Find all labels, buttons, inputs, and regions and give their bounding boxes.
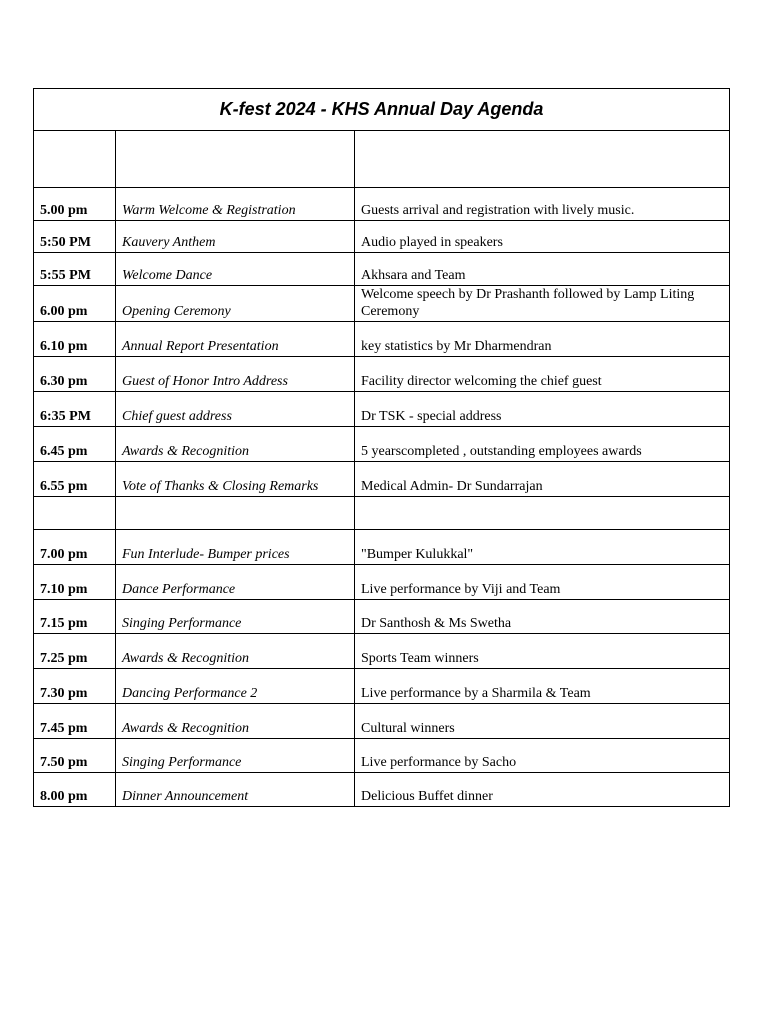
activity-cell: Dance Performance	[116, 565, 355, 600]
agenda-row	[34, 600, 730, 634]
details-cell: Facility director welcoming the chief guest	[355, 357, 730, 392]
time-cell: 6.45 pm	[34, 427, 116, 462]
time-cell: 7.00 pm	[34, 530, 116, 565]
agenda-row	[34, 322, 730, 357]
agenda-table	[33, 88, 730, 807]
agenda-row	[34, 462, 730, 497]
time-cell: 6.00 pm	[34, 286, 116, 322]
time-cell: 7.45 pm	[34, 704, 116, 739]
details-cell: Welcome speech by Dr Prashanth followed by Lamp Liting Ceremony	[355, 286, 730, 322]
details-cell: Dr TSK - special address	[355, 392, 730, 427]
details-cell: "Bumper Kulukkal"	[355, 530, 730, 565]
time-cell: 7.30 pm	[34, 669, 116, 704]
details-cell: Guests arrival and registration with lively music.	[355, 188, 730, 221]
agenda-row	[34, 392, 730, 427]
activity-cell: Warm Welcome & Registration	[116, 188, 355, 221]
details-cell	[355, 497, 730, 530]
agenda-row	[34, 427, 730, 462]
agenda-row	[34, 131, 730, 188]
activity-cell: Annual Report Presentation	[116, 322, 355, 357]
details-cell: Cultural winners	[355, 704, 730, 739]
activity-cell: Singing Performance	[116, 600, 355, 634]
title-row	[34, 89, 730, 131]
activity-cell: Guest of Honor Intro Address	[116, 357, 355, 392]
agenda-row	[34, 497, 730, 530]
time-cell: 8.00 pm	[34, 773, 116, 807]
agenda-row	[34, 669, 730, 704]
time-cell: 5:55 PM	[34, 253, 116, 286]
time-cell: 6:35 PM	[34, 392, 116, 427]
details-cell: key statistics by Mr Dharmendran	[355, 322, 730, 357]
time-cell: 5:50 PM	[34, 221, 116, 253]
agenda-row	[34, 773, 730, 807]
time-cell: 7.15 pm	[34, 600, 116, 634]
details-cell: Dr Santhosh & Ms Swetha	[355, 600, 730, 634]
activity-cell: Opening Ceremony	[116, 286, 355, 322]
agenda-row	[34, 704, 730, 739]
agenda-row	[34, 221, 730, 253]
activity-cell: Awards & Recognition	[116, 427, 355, 462]
time-cell: 7.25 pm	[34, 634, 116, 669]
activity-cell: Vote of Thanks & Closing Remarks	[116, 462, 355, 497]
time-cell: 7.50 pm	[34, 739, 116, 773]
document-title: K-fest 2024 - KHS Annual Day Agenda	[34, 89, 730, 131]
details-cell: Delicious Buffet dinner	[355, 773, 730, 807]
activity-cell: Singing Performance	[116, 739, 355, 773]
time-cell: 6.55 pm	[34, 462, 116, 497]
details-cell: Live performance by Viji and Team	[355, 565, 730, 600]
details-cell: Audio played in speakers	[355, 221, 730, 253]
agenda-row	[34, 188, 730, 221]
activity-cell: Chief guest address	[116, 392, 355, 427]
activity-cell: Welcome Dance	[116, 253, 355, 286]
activity-cell: Kauvery Anthem	[116, 221, 355, 253]
agenda-row	[34, 530, 730, 565]
activity-cell	[116, 497, 355, 530]
details-cell: Live performance by Sacho	[355, 739, 730, 773]
time-cell	[34, 497, 116, 530]
activity-cell	[116, 131, 355, 188]
details-cell: Live performance by a Sharmila & Team	[355, 669, 730, 704]
time-cell	[34, 131, 116, 188]
time-cell: 6.30 pm	[34, 357, 116, 392]
time-cell: 6.10 pm	[34, 322, 116, 357]
time-cell: 5.00 pm	[34, 188, 116, 221]
activity-cell: Dancing Performance 2	[116, 669, 355, 704]
agenda-row	[34, 565, 730, 600]
activity-cell: Awards & Recognition	[116, 704, 355, 739]
activity-cell: Dinner Announcement	[116, 773, 355, 807]
agenda-row	[34, 634, 730, 669]
time-cell: 7.10 pm	[34, 565, 116, 600]
activity-cell: Fun Interlude- Bumper prices	[116, 530, 355, 565]
details-cell: Sports Team winners	[355, 634, 730, 669]
activity-cell: Awards & Recognition	[116, 634, 355, 669]
details-cell: Medical Admin- Dr Sundarrajan	[355, 462, 730, 497]
details-cell: Akhsara and Team	[355, 253, 730, 286]
agenda-body	[34, 89, 730, 807]
agenda-row	[34, 253, 730, 286]
agenda-row	[34, 357, 730, 392]
agenda-row	[34, 739, 730, 773]
agenda-row	[34, 286, 730, 322]
details-cell	[355, 131, 730, 188]
details-cell: 5 yearscompleted , outstanding employees awards	[355, 427, 730, 462]
